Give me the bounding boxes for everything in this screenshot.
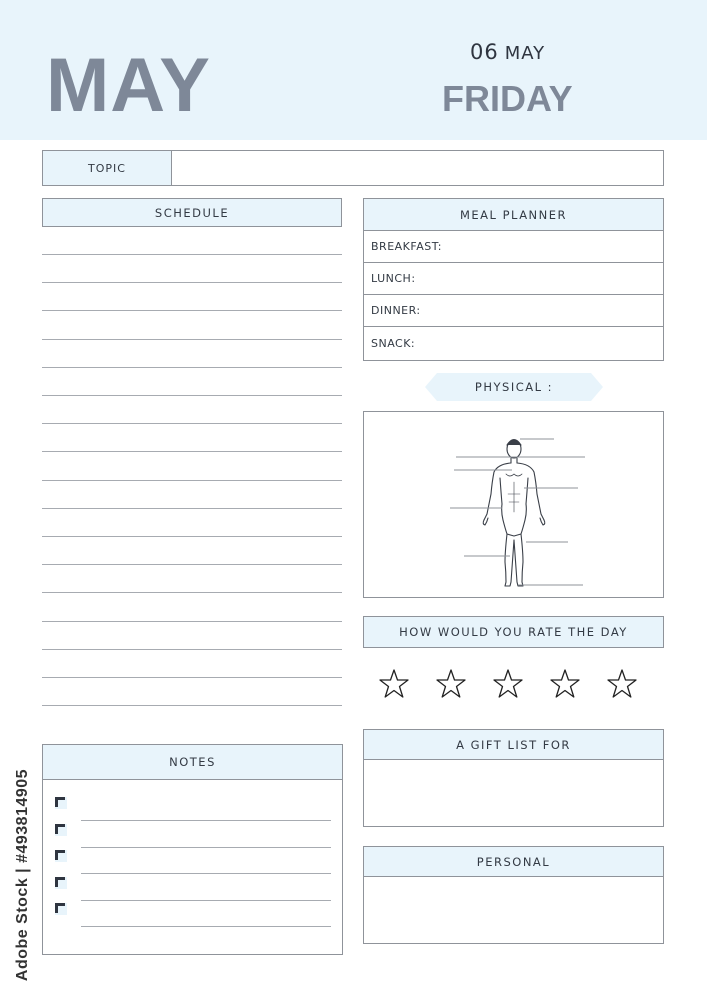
star-icon[interactable] [435,668,467,700]
physical-figure-box [363,411,664,598]
schedule-line[interactable] [42,649,342,650]
schedule-line[interactable] [42,536,342,537]
schedule-line[interactable] [42,564,342,565]
schedule-line[interactable] [42,480,342,481]
checkbox-icon[interactable] [55,797,67,809]
schedule-line[interactable] [42,395,342,396]
schedule-line[interactable] [42,592,342,593]
checkbox-icon[interactable] [55,877,67,889]
schedule-line[interactable] [42,339,342,340]
star-icon[interactable] [606,668,638,700]
schedule-line[interactable] [42,705,342,706]
star-icon[interactable] [492,668,524,700]
meal-row-breakfast[interactable] [364,231,663,263]
physical-ribbon [425,373,603,401]
gift-list-header: A GIFT LIST FOR [364,730,663,760]
notes-header: NOTES [43,745,342,780]
personal-box[interactable] [363,846,664,944]
star-icon[interactable] [378,668,410,700]
schedule-line[interactable] [42,508,342,509]
meal-row-dinner[interactable] [364,295,663,327]
date-month: MAY [504,43,546,64]
schedule-line[interactable] [42,254,342,255]
note-line[interactable] [81,926,331,927]
schedule-line[interactable] [42,367,342,368]
meal-label: DINNER: [371,304,421,317]
date-line [470,40,545,64]
meal-row-snack[interactable] [364,327,663,359]
personal-header: PERSONAL [364,847,663,877]
schedule-line[interactable] [42,310,342,311]
weekday-title: FRIDAY [442,78,573,119]
schedule-line[interactable] [42,282,342,283]
stock-id-watermark [8,760,38,990]
header-banner [0,0,707,140]
physical-label: PHYSICAL : [474,380,554,394]
star-icon[interactable] [549,668,581,700]
meal-planner-header: MEAL PLANNER [364,199,663,231]
note-line[interactable] [81,820,331,821]
schedule-line[interactable] [42,451,342,452]
topic-label: TOPIC [42,150,172,186]
human-body-figure-icon [364,412,663,597]
meal-planner [363,198,664,361]
gift-list-box[interactable] [363,729,664,827]
schedule-line[interactable] [42,621,342,622]
month-title: MAY [46,43,211,128]
day-number: 06 [470,40,499,64]
note-line[interactable] [81,873,331,874]
meal-label: BREAKFAST: [371,240,442,253]
note-line[interactable] [81,847,331,848]
schedule-line[interactable] [42,677,342,678]
schedule-line[interactable] [42,423,342,424]
checkbox-icon[interactable] [55,903,67,915]
checkbox-icon[interactable] [55,850,67,862]
schedule-header: SCHEDULE [42,198,342,227]
checkbox-icon[interactable] [55,824,67,836]
meal-label: LUNCH: [371,272,416,285]
notes-box [42,744,343,955]
meal-label: SNACK: [371,336,416,350]
meal-row-lunch[interactable] [364,263,663,295]
stock-id-text: Adobe Stock | #493814905 [14,768,31,982]
rate-day-header: HOW WOULD YOU RATE THE DAY [363,616,664,648]
note-line[interactable] [81,900,331,901]
